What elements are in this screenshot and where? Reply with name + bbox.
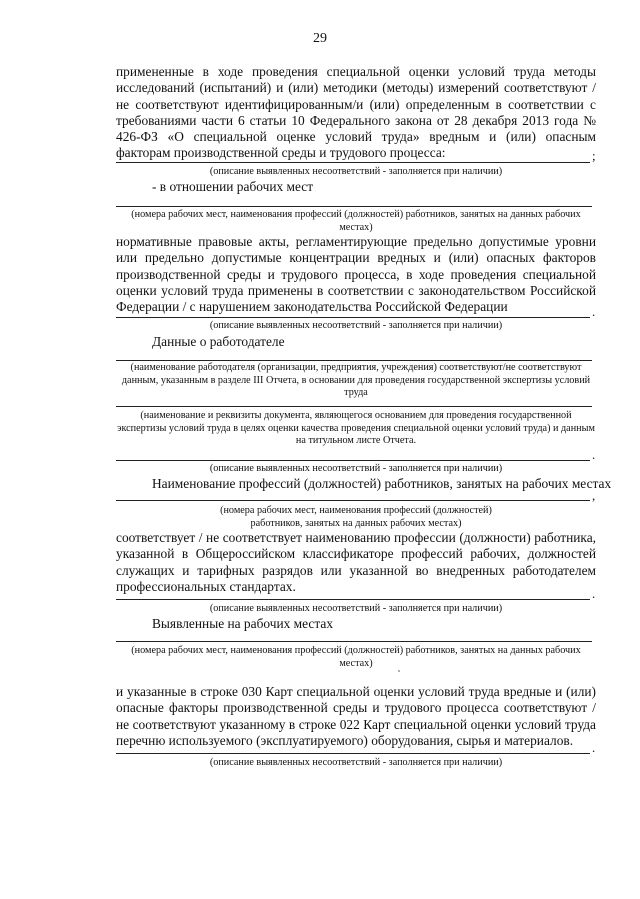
line-end-dot: . — [592, 447, 596, 462]
line-end-dot: . — [592, 304, 596, 319]
line-end-comma: , — [592, 488, 596, 503]
paragraph-professions-match: соответствует / не соответствует наименованию профессии (должности) работника, указанной в Общероссийском классификаторе профессий рабочих, должностей служащих и тарифных разрядов или указанной во внедренных работодателем профессиональных стандартах. — [116, 530, 596, 594]
fill-line — [116, 500, 590, 501]
paragraph-normative-acts: нормативные правовые акты, регламентирующие предельно допустимые уровни или предельно допустимые концентрации вредных и (или) опасных факторов производственной среды и трудового процесса, в ходе проведения специальной оценки условий труда применены в соответствии с законодательством Российской Федерации / с нарушением законодательства Российской Федерации — [116, 234, 596, 315]
heading-revealed: Выявленные на рабочих местах — [152, 616, 334, 631]
line-end-semicolon: ; — [592, 148, 596, 163]
caption-document: (наименование и реквизиты документа, являющегося основанием для проведения государственной экспертизы условий труда в целях оценки качества проведения специальной оценки условий труда) и данным на титульном листе Отчета. — [117, 410, 595, 447]
paragraph-factors: и указанные в строке 030 Карт специальной оценки условий труда вредные и (или) опасные факторы производственной среды и трудового процесса соответствуют / не соответствуют указанному в строке 022 Карт специальной оценки условий труда перечню используемого (эксплуатируемого) оборудования, сырья и материалов. — [116, 684, 596, 748]
fill-line — [116, 162, 590, 163]
caption-nonconformity: (описание выявленных несоответствий - заполняется при наличии) — [209, 603, 503, 614]
fill-line — [116, 599, 590, 600]
fill-line — [116, 206, 592, 207]
caption-nonconformity: (описание выявленных несоответствий - заполняется при наличии) — [209, 463, 503, 474]
caption-nonconformity: (описание выявленных несоответствий - заполняется при наличии) — [209, 166, 503, 177]
caption-professions: (номера рабочих мест, наименования профессий (должностей) работников, занятых на данных рабочих местах) — [220, 505, 492, 529]
paragraph-methods: примененные в ходе проведения специальной оценки условий труда методы исследований (испытаний) и (или) методики (методы) измерений соответствуют / не соответствуют идентифицированным/и (или) определенным в соответствии с требованиями части 6 статьи 10 Федерального закона от 28 декабря 2013 года № 426-ФЗ «О специальной оценке условий труда» вредным и (или) опасным факторам производственной среды и трудового процесса: — [116, 64, 596, 161]
caption-workplaces: (номера рабочих мест, наименования профессий (должностей) работников, занятых на данных рабочих местах) — [131, 209, 581, 233]
heading-employer: Данные о работодателе — [152, 334, 285, 349]
caption-employer: (наименование работодателя (организации, предприятия, учреждения) соответствуют/не соответствуют данным, указанным в разделе III Отчета, в основании для проведения государственной экспертизы условий труда — [121, 362, 591, 399]
fill-line — [116, 317, 590, 318]
scan-speck — [398, 670, 400, 672]
heading-professions: Наименование профессий (должностей) работников, занятых на рабочих местах — [152, 476, 612, 491]
line-end-dot: . — [592, 586, 596, 601]
line-end-dot: . — [592, 740, 596, 755]
caption-nonconformity: (описание выявленных несоответствий - заполняется при наличии) — [209, 757, 503, 768]
heading-workplaces: - в отношении рабочих мест — [152, 179, 314, 194]
fill-line — [116, 641, 592, 642]
fill-line — [116, 460, 590, 461]
caption-nonconformity: (описание выявленных несоответствий - заполняется при наличии) — [209, 320, 503, 331]
fill-line — [116, 753, 590, 754]
fill-line — [116, 360, 592, 361]
page-number: 29 — [313, 31, 327, 46]
caption-workplaces: (номера рабочих мест, наименования профессий (должностей) работников, занятых на данных рабочих местах) — [131, 645, 581, 669]
fill-line — [116, 406, 592, 407]
